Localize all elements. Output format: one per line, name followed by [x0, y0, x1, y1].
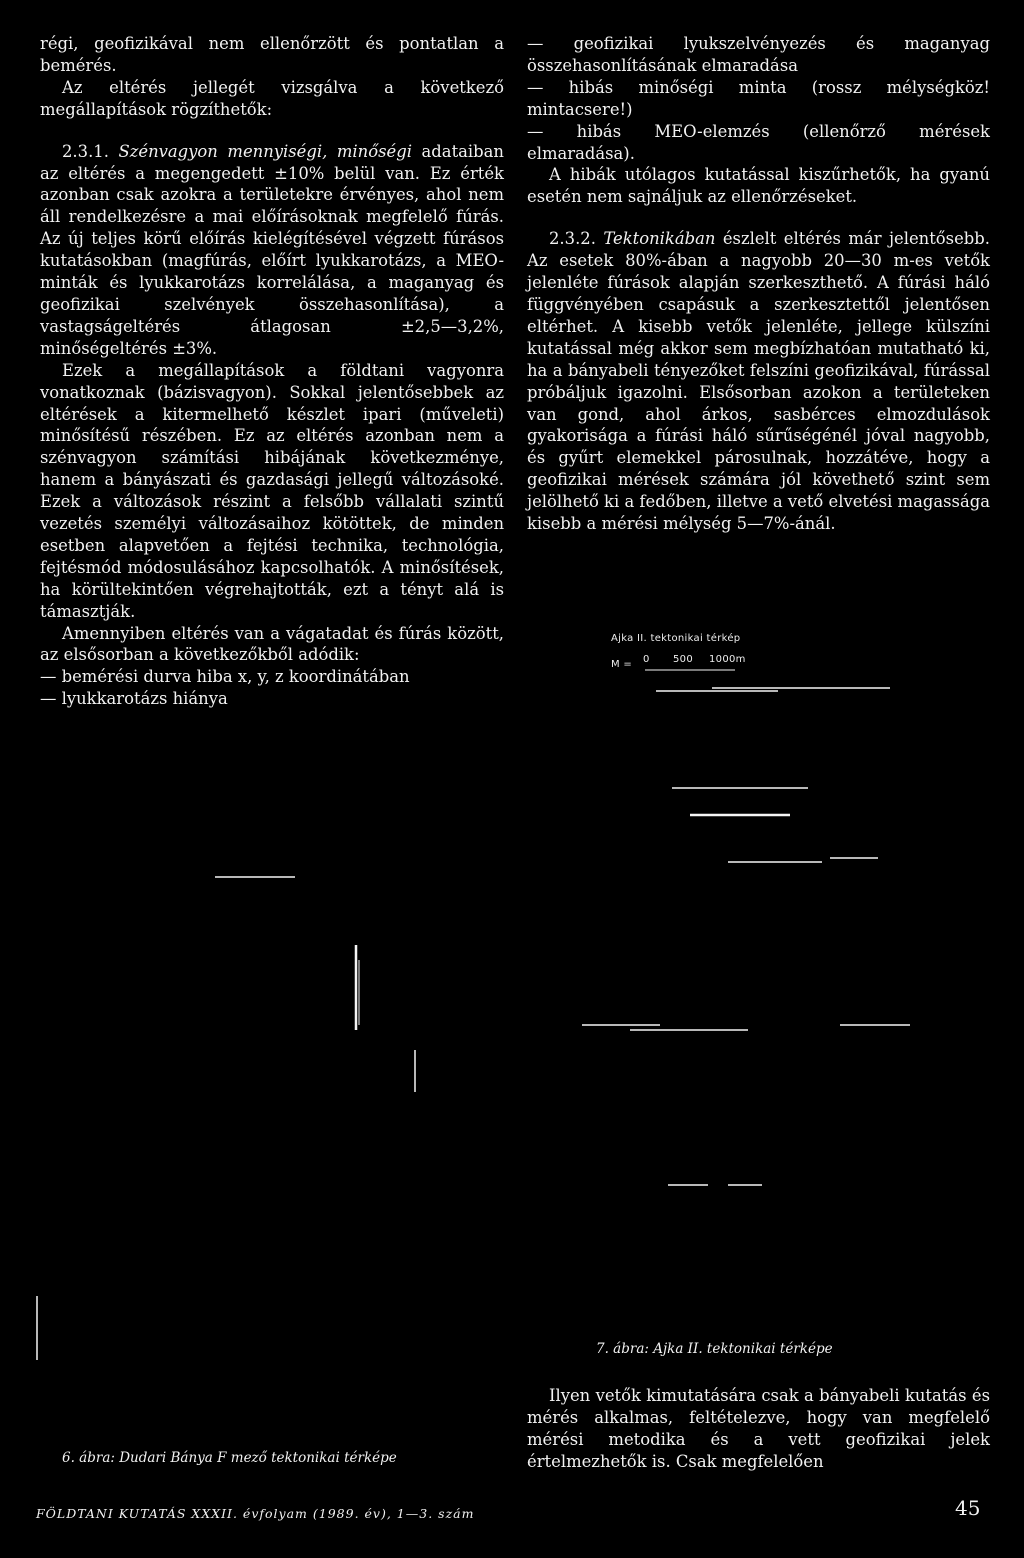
figure-6-caption: 6. ábra: Dudari Bánya F mező tektonikai térképe: [62, 1450, 397, 1466]
section-text: adataiban az eltérés a megengedett ±10% belül van. Ez érték azonban csak azokra a területekre érvényes, ahol nem áll rendelkezésre a mai előírásoknak megfelelő fúrás. Az új teljes körű előírás kielégítésével végzett fúrásos kutatásokban (magfúrás, előírt lyukkarotázs, a MEO-minták és lyukkarotázs korrelálása, a maganyag és geofizikai szelvények összehasonlítása), a vastagságeltérés átlagosan ±2,5—3,2%, minőségeltérés ±3%.: [40, 141, 504, 358]
fig7-scale-0: 0: [643, 654, 650, 665]
figure-7-caption: 7. ábra: Ajka II. tektonikai térképe: [596, 1341, 833, 1357]
section-title: Tektonikában: [603, 229, 716, 249]
list-item: — bemérési durva hiba x, y, z koordinátában: [40, 667, 410, 687]
right-column-bottom: [527, 1385, 990, 1473]
section-title: Szénvagyon mennyiségi, minőségi: [118, 141, 412, 161]
paragraph: Amennyiben eltérés van a vágatadat és fúrás között, az elsősorban a következőkből adódik:: [40, 623, 504, 665]
section-number: 2.3.1.: [62, 141, 109, 161]
paragraph: Ilyen vetők kimutatására csak a bányabeli kutatás és mérés alkalmas, feltételezve, hogy van megfelelő mérési metodika és a vett geofizikai jelek értelmezhetők is. Csak megfelelően: [527, 1386, 990, 1471]
fig7-map-title: Ajka II. tektonikai térkép: [611, 633, 741, 644]
list-item: — lyukkarotázs hiánya: [40, 689, 228, 709]
fig7-scale-prefix: M =: [611, 659, 633, 670]
fig6-map-lines: [37, 877, 415, 1360]
fig7-scale-500: 500: [673, 654, 693, 665]
fig7-map-lines: [582, 688, 910, 1185]
paragraph: Ezek a megállapítások a földtani vagyonra vonatkoznak (bázisvagyon). Sokkal jelentősebbek az eltérések a kitermelhető készlet ipari (műveleti) minősítésű részében. Ez az eltérés azonban nem a szénvagyon számítási hibájának következménye, hanem a bányászati és gazdasági jellegű változásoké. Ezek a változások részint a felsőbb vállalati szintű vezetés személyi változásaihoz kötöttek, de minden esetben alapvetően a fejtési technika, technológia, fejtésmód módosulásához kapcsolhatók. A minősítések, ha körültekintően végrehajtották, ezt a tényt alá is támasztják.: [40, 360, 504, 621]
paragraph: A hibák utólagos kutatással kiszűrhetők, ha gyanú esetén nem sajnáljuk az ellenőrzéseket.: [527, 165, 990, 207]
list-item: — geofizikai lyukszelvényezés és maganyag összehasonlításának elmaradása: [527, 34, 990, 75]
page-number: 45: [955, 1496, 981, 1520]
section-number: 2.3.2.: [549, 229, 596, 249]
paragraph: régi, geofizikával nem ellenőrzött és pontatlan a bemérés.: [40, 34, 504, 75]
journal-footer: FÖLDTANI KUTATÁS XXXII. évfolyam (1989. év), 1—3. szám: [36, 1506, 475, 1521]
section-text: észlelt eltérés már jelentősebb. Az esetek 80%-ában a nagyobb 20—30 m-es vetők jelenléte fúrások alapján szerkeszthető. A fúrási háló függvényében csapásuk a szerkesztettől jelentősen eltérhet. A kisebb vetők jelenléte, jellege külszíni kutatással még akkor sem megbízhatóan mutatható ki, ha a bányabeli tényezőket felszíni geofizikával, fúrással próbáljuk igazolni. Elsősorban azokon a területeken van gond, ahol árkos, sasbérces elmozdulások gyakorisága a fúrási háló sűrűségénél jóval nagyobb, és gyűrt elemekkel párosulnak, hozzátéve, hogy a geofizikai mérések számára jól követhető szint sem jelölhető ki a fedőben, illetve a vető elvetési magassága kisebb a mérési mélység 5—7%-ánál.: [527, 229, 990, 534]
paragraph: Az eltérés jellegét vizsgálva a következő megállapítások rögzíthetők:: [40, 77, 504, 119]
list-item: — hibás minőségi minta (rossz mélységköz! mintacsere!): [527, 77, 990, 119]
list-item: — hibás MEO-elemzés (ellenőrző mérések elmaradása).: [527, 121, 990, 163]
fig7-scale-1000: 1000m: [709, 654, 746, 665]
